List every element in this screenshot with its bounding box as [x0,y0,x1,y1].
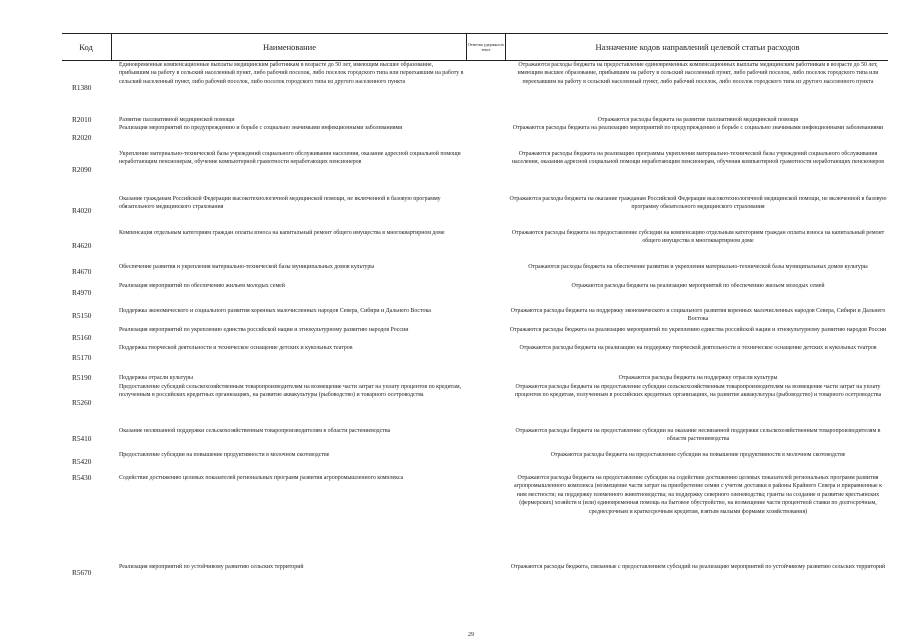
row-purpose: Отражаются расходы бюджета на реализацию мероприятий по укреплению единства российской нации и этнокультурному развитию народов России [509,327,887,333]
page-number: 29 [468,632,474,638]
row-purpose: Отражаются расходы бюджета на реализацию мероприятий по предупреждению и борьбе с социально значимыми инфекционными заболеваниями [512,125,884,131]
row-purpose: Отражаются расходы бюджета на предоставление субсидии на повышение продуктивности в молочном скотоводстве [550,452,846,458]
row-code: R4620 [72,241,92,250]
row-name: Поддержка отрасли культуры [119,375,193,381]
header-mark: Отметка удержкость текст [466,34,505,60]
row-name: Развитие паллиативной медицинской помощи [119,117,235,123]
row-purpose: Отражаются расходы бюджета на реализацию мероприятий по обеспечению жильем молодых семей [571,283,825,289]
row-name: Оказание гражданам Российской Федерации высокотехнологичной медицинской помощи, не включенной в базовую программу обязательного медицинского страхования [119,196,441,211]
row-name: Обеспечение развития и укрепления материально-технической базы муниципальных домов культуры [119,264,375,270]
row-code: R5150 [72,311,92,320]
row-name: Компенсация отдельным категориям граждан оплаты взноса на капитальный ремонт общего имущества в многоквартирном доме [119,230,445,236]
row-name: Содействие достижению целевых показателей региональных программ развития агропромышленного комплекса [119,475,404,481]
row-purpose: Отражаются расходы бюджета на реализацию программы укрепления материально-технической базы учреждений социального обслуживания населения, оказания адресной социальной помощи неработающим пенсионерам, обучения компьютерной грамотности неработающих пенсионеров [511,151,885,166]
table-header [62,33,888,61]
row-purpose: Отражаются расходы бюджета на предоставление субсидии сельскохозяйственным товаропроизводителям на возмещение части затрат на уплату процентов по кредитам, полученным в российских кредитных организациях, на развитие аквакультуры (рыбоводство) и товарного осетроводства [514,384,882,399]
row-code: R5410 [72,434,92,443]
row-code: R4970 [72,288,92,297]
row-code: R2020 [72,133,92,142]
row-purpose: Отражаются расходы бюджета на обеспечение развития и укрепления материально-технической базы муниципальных домов культуры [528,264,868,270]
row-name: Поддержка экономического и социального развития коренных малочисленных народов Севера, Сибири и Дальнего Востока [119,308,431,314]
row-purpose: Отражаются расходы бюджета на развитие паллиативной медицинской помощи [597,117,799,123]
row-purpose: Отражаются расходы бюджета на реализацию на поддержку творческой деятельности и техническое оснащение детских и кукольных театров [519,345,877,351]
row-code: R5190 [72,373,92,382]
row-name: Предоставление субсидии на повышение продуктивности в молочном скотоводстве [119,452,330,458]
row-purpose: Отражаются расходы бюджета на оказание гражданам Российской Федерации высокотехнологичной медицинской помощи, не включенной в базовую программу обязательного медицинского страхования [509,196,887,211]
row-name: Предоставление субсидий сельскохозяйственным товаропроизводителям на возмещение части затрат на уплату процентов по кредитам, полученным в российских кредитных организациях, на развитие аквакультуры (рыбоводство) и товарного осетроводства [119,384,462,399]
row-code: R5420 [72,457,92,466]
row-name: Оказание несвязанной поддержки сельскохозяйственным товаропроизводителям в области растениеводства [119,428,391,434]
document-page [62,33,888,633]
row-code: R5430 [72,473,92,482]
row-name: Реализация мероприятий по укреплению единства российской нации и этнокультурному развитию народов России [119,327,409,333]
row-code: R1380 [72,83,92,92]
row-code: R5670 [72,568,92,577]
row-purpose: Отражаются расходы бюджета на поддержку экономического и социального развития коренных малочисленных народов Севера, Сибири и Дальнего Востока [510,308,886,323]
row-code: R2090 [72,165,92,174]
row-name: Единовременные компенсационные выплаты медицинским работникам в возрасте до 50 лет, имеющим высшее образование, прибывшим на работу в сельский населенный пункт, либо рабочий поселок, либо поселок городского типа или переехавшим на работу в сельский населенный пункт, либо рабочий поселок, либо поселок городского типа из другого населенного пункта [119,62,464,85]
row-code: R5160 [72,333,92,342]
header-code: Код [79,42,93,52]
row-name: Укрепление материально-технической базы учреждений социального обслуживания населения, оказание адресной социальной помощи неработающим пенсионерам, обучение компьютерной грамотности неработающих пенсионеров [119,151,461,166]
row-purpose: Отражаются расходы бюджета на предоставление субсидии на компенсацию отдельным категориям граждан оплаты взноса на капитальный ремонт общего имущества в многоквартирном доме [511,230,885,245]
row-name: Реализация мероприятий по обеспечению жильем молодых семей [119,283,285,289]
row-code: R5170 [72,353,92,362]
row-code: R2010 [72,115,92,124]
header-purpose: Назначение кодов направлений целевой статьи расходов [505,34,889,60]
row-purpose: Отражаются расходы бюджета на предоставление субсидии на содействие достижению целевых показателей региональных программ развития агропромышленного комплекса (возмещение части затрат на приобретение семян с учетом доставки в районы Крайнего Севера и приравненные к ним местности; на поддержку племенного животноводства; на поддержку северного оленеводства; гранты на создание и развитие крестьянских (фермерских) хозяйств и (или) единовременная помощь на бытовое обустройство, на возмещение части процентной ставки по долгосрочным, среднесрочным и краткосрочным кредитам, взятым малыми формами хозяйствования) [513,475,883,515]
row-code: R4670 [72,267,92,276]
row-name: Реализация мероприятий по предупреждению и борьбе с социально значимыми инфекционными заболеваниями [119,125,403,131]
row-purpose: Отражаются расходы бюджета на поддержку отрасли культуры [618,375,778,381]
row-name: Поддержка творческой деятельности и техническое оснащение детских и кукольных театров [119,345,353,351]
row-code: R5260 [72,398,92,407]
header-name: Наименование [111,34,467,60]
row-purpose: Отражаются расходы бюджета на предоставление единовременных компенсационных выплаты медицинским работникам в возрасте до 50 лет, имеющим высшее образование, прибывшим на работу в сельский населенный пункт, либо рабочий поселок, либо поселок городского типа или переехавшим на работу в сельский населенный пункт, либо рабочий поселок, либо поселок городского типа из другого населенного пункта [517,62,879,85]
row-purpose: Отражаются расходы бюджета на предоставление субсидии на оказание несвязанной поддержки сельскохозяйственным товаропроизводителям в области растениеводства [515,428,881,443]
row-code: R4020 [72,206,92,215]
row-name: Реализация мероприятий по устойчивому развитию сельских территорий [119,564,304,570]
row-purpose: Отражаются расходы бюджета, связанные с предоставлением субсидий на реализацию мероприятий по устойчивому развитию сельских территорий [510,564,886,570]
